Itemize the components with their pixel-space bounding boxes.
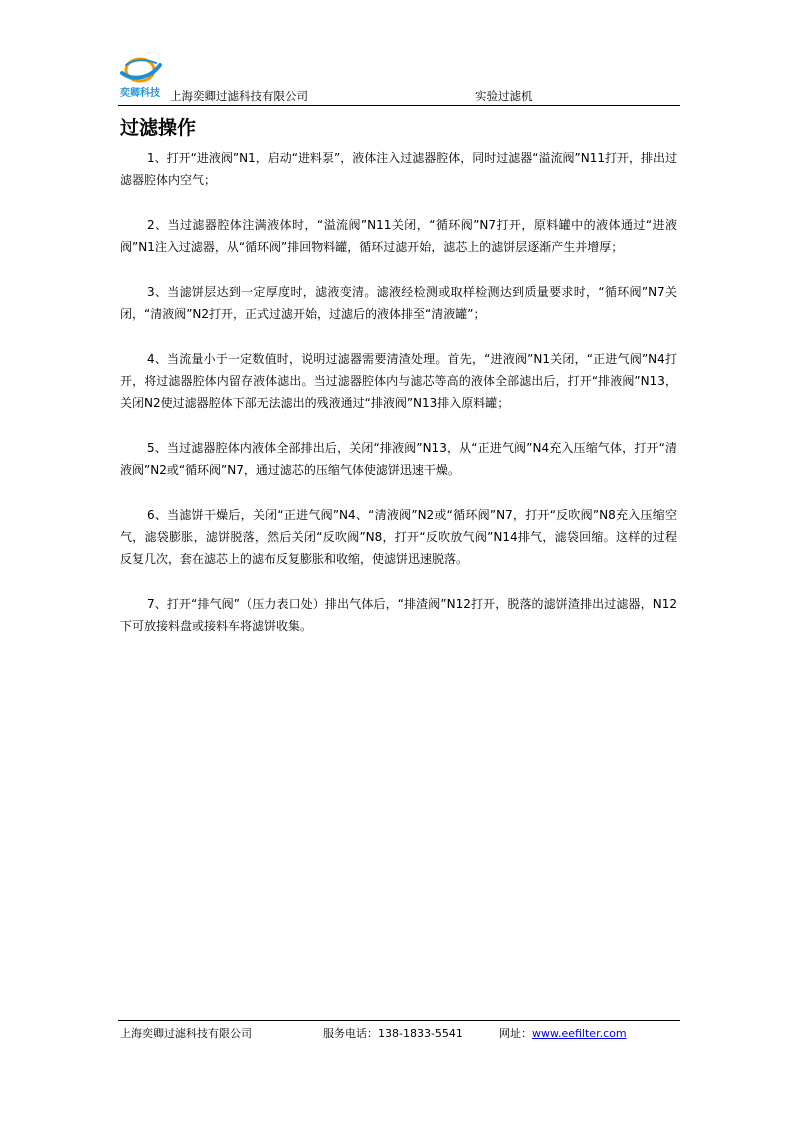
procedure-body — [120, 147, 677, 660]
step-1-paragraph: 1、打开“进液阀”N1，启动“进料泵”，液体注入过滤器腔体，同时过滤器“溢流阀”N11打开，排出过滤器腔体内空气； — [120, 151, 677, 187]
logo-graphic — [116, 53, 164, 99]
step-6-paragraph: 6、当滤饼干燥后，关闭“正进气阀”N4、“清液阀”N2或“循环阀”N7，打开“反吹阀”N8充入压缩空气，滤袋膨胀，滤饼脱落，然后关闭“反吹阀”N8，打开“反吹放气阀”N14排气，滤袋回缩。这样的过程反复几次，套在滤芯上的滤布反复膨胀和收缩，使滤饼迅速脱落。 — [120, 508, 677, 566]
step-2-paragraph: 2、当过滤器腔体注满液体时，“溢流阀”N11关闭，“循环阀”N7打开，原料罐中的液体通过“进液阀”N1注入过滤器，从“循环阀”排回物料罐，循环过滤开始，滤芯上的滤饼层逐渐产生并增厚； — [120, 218, 677, 254]
footer-phone-label: 服务电话： — [323, 1027, 378, 1040]
step-4-paragraph: 4、当流量小于一定数值时，说明过滤器需要清渣处理。首先，“进液阀”N1关闭，“正进气阀”N4打开，将过滤器腔体内留存液体滤出。当过滤器腔体内与滤芯等高的液体全部滤出后，打开“排液阀”N13，关闭N2使过滤器腔体下部无法滤出的残液通过“排液阀”N13排入原料罐； — [120, 352, 677, 410]
header-document-name: 实验过滤机 — [475, 89, 533, 103]
footer-divider — [118, 1020, 680, 1021]
step-3-paragraph: 3、当滤饼层达到一定厚度时，滤液变清。滤液经检测或取样检测达到质量要求时，“循环阀”N7关闭，“清液阀”N2打开，正式过滤开始，过滤后的液体排至“清液罐”； — [120, 285, 677, 321]
logo-text: 奕卿科技 — [120, 88, 160, 99]
footer-phone — [323, 1027, 463, 1041]
step-7-paragraph: 7、打开“排气阀”（压力表口处）排出气体后，“排渣阀”N12打开，脱落的滤饼渣排出过滤器，N12下可放接料盘或接料车将滤饼收集。 — [120, 597, 677, 633]
footer-website — [499, 1027, 627, 1041]
footer-phone-number: 138-1833-5541 — [378, 1027, 463, 1040]
company-logo — [116, 53, 164, 99]
footer-website-label: 网址： — [499, 1027, 532, 1040]
step-5-paragraph: 5、当过滤器腔体内液体全部排出后，关闭“排液阀”N13，从“正进气阀”N4充入压缩气体，打开“清液阀”N2或“循环阀”N7，通过滤芯的压缩气体使滤饼迅速干燥。 — [120, 441, 677, 477]
header-divider — [118, 105, 680, 106]
section-title: 过滤操作 — [120, 117, 197, 139]
header-company-name: 上海奕卿过滤科技有限公司 — [170, 89, 308, 103]
website-link[interactable]: www.eefilter.com — [532, 1027, 627, 1040]
footer-company-name: 上海奕卿过滤科技有限公司 — [120, 1027, 252, 1040]
